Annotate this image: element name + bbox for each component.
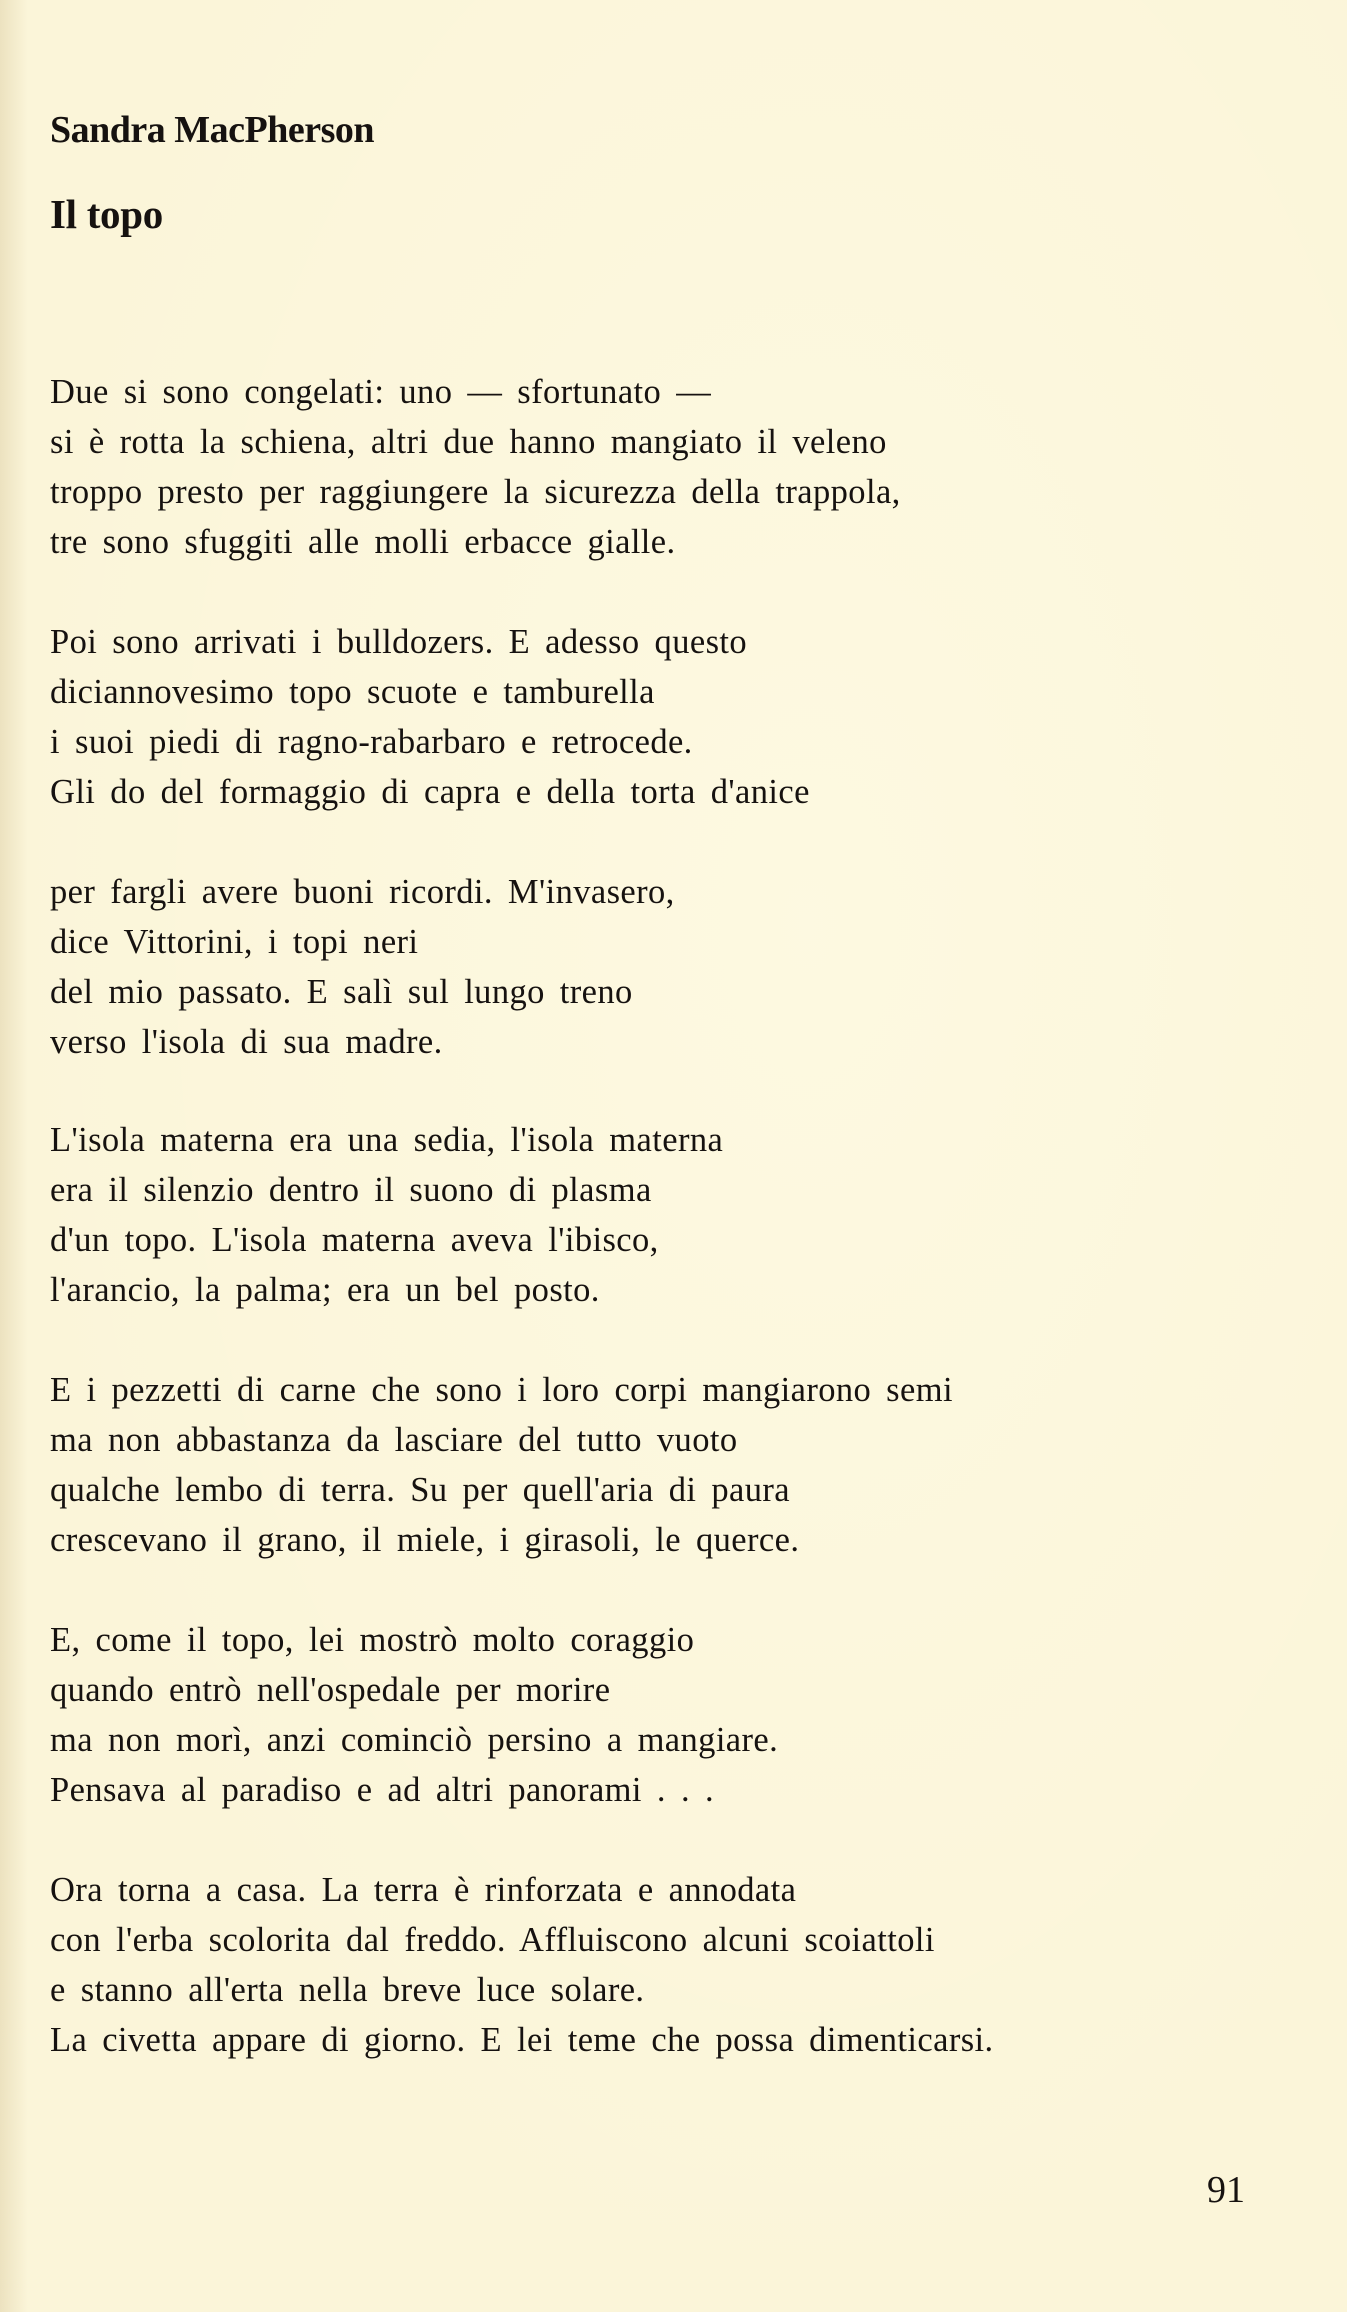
poem-body (50, 367, 1310, 2115)
poem-line: per fargli avere buoni ricordi. M'invasero, (50, 873, 675, 911)
poem-line: Pensava al paradiso e ad altri panorami . . . (50, 1771, 715, 1809)
poem-line: qualche lembo di terra. Su per quell'aria di paura (50, 1471, 790, 1509)
poem-line: d'un topo. L'isola materna aveva l'ibisco, (50, 1221, 659, 1259)
poem-line: E, come il topo, lei mostrò molto coraggio (50, 1621, 695, 1659)
poem-line: e stanno all'erta nella breve luce solare. (50, 1971, 645, 2009)
poem-line: ma non morì, anzi cominciò persino a mangiare. (50, 1721, 779, 1759)
poem-line: L'isola materna era una sedia, l'isola materna (50, 1121, 724, 1159)
poem-line: E i pezzetti di carne che sono i loro corpi mangiarono semi (50, 1371, 953, 1409)
stanza-4 (50, 1115, 1310, 1315)
poem-line: l'arancio, la palma; era un bel posto. (50, 1271, 600, 1309)
poem-line: Gli do del formaggio di capra e della torta d'anice (50, 773, 810, 811)
poem-line: si è rotta la schiena, altri due hanno mangiato il veleno (50, 423, 887, 461)
poem-line: tre sono sfuggiti alle molli erbacce gialle. (50, 523, 676, 561)
poem-line: diciannovesimo topo scuote e tamburella (50, 673, 655, 711)
poem-line: troppo presto per raggiungere la sicurezza della trappola, (50, 473, 901, 511)
poem-line: quando entrò nell'ospedale per morire (50, 1671, 611, 1709)
poem-line: Poi sono arrivati i bulldozers. E adesso questo (50, 623, 748, 661)
poem-line: Ora torna a casa. La terra è rinforzata e annodata (50, 1871, 797, 1909)
page-number: 91 (1207, 2169, 1245, 2211)
poem-line: dice Vittorini, i topi neri (50, 923, 419, 961)
poem-line: La civetta appare di giorno. E lei teme che possa dimenticarsi. (50, 2021, 994, 2059)
stanza-7 (50, 1865, 1310, 2065)
poem-line: Due si sono congelati: uno — sfortunato — (50, 373, 712, 411)
author-name: Sandra MacPherson (50, 109, 374, 151)
poem-line: verso l'isola di sua madre. (50, 1023, 443, 1061)
stanza-5 (50, 1365, 1310, 1565)
stanza-6 (50, 1615, 1310, 1815)
poem-line: ma non abbastanza da lasciare del tutto vuoto (50, 1421, 738, 1459)
poem-line: era il silenzio dentro il suono di plasma (50, 1171, 652, 1209)
stanza-1 (50, 367, 1310, 567)
stanza-2 (50, 617, 1310, 817)
poem-line: con l'erba scolorita dal freddo. Affluiscono alcuni scoiattoli (50, 1921, 935, 1959)
poem-title: Il topo (50, 191, 163, 237)
poem-line: del mio passato. E salì sul lungo treno (50, 973, 633, 1011)
stanza-3 (50, 867, 1310, 1067)
poem-line: crescevano il grano, il miele, i girasoli, le querce. (50, 1521, 800, 1559)
poem-line: i suoi piedi di ragno-rabarbaro e retrocede. (50, 723, 693, 761)
